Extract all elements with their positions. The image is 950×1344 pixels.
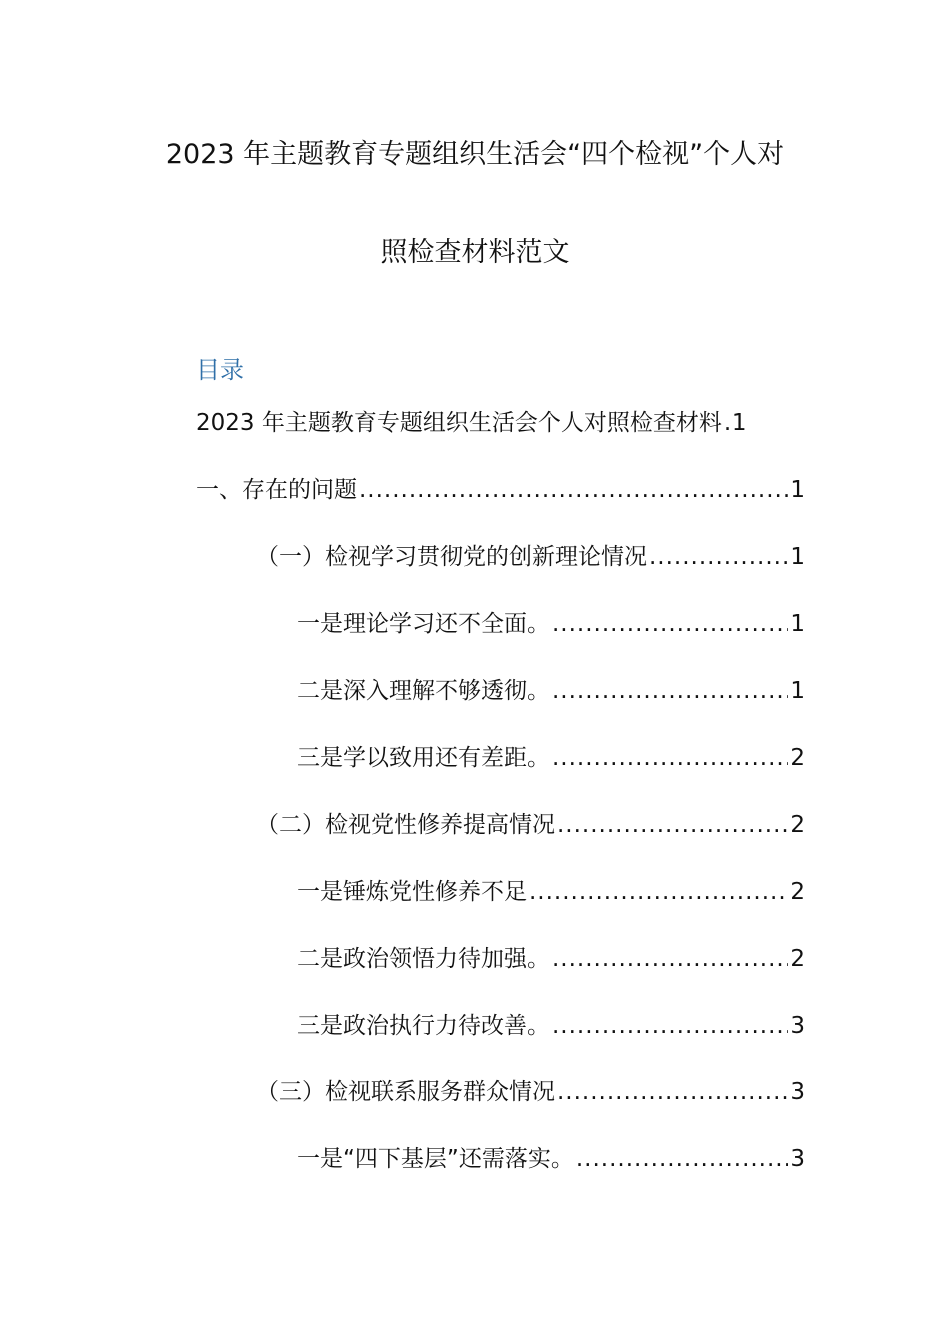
toc-entry-section-1[interactable] [196, 471, 805, 505]
toc-entry-label: （一）检视学习贯彻党的创新理论情况 [256, 544, 647, 570]
toc-leader-dots [557, 1079, 788, 1105]
toc-entry-page: 3 [790, 1013, 805, 1039]
document-title-line-1: 2023 年主题教育专题组织生活会“四个检视”个人对 [165, 139, 785, 170]
toc-entry-label: 2023 年主题教育专题组织生活会个人对照检查材料 [196, 410, 722, 436]
toc-leader-dots [552, 678, 788, 704]
toc-entry-label: 一是锤炼党性修养不足 [297, 879, 527, 905]
toc-entry-page: 1 [731, 410, 747, 436]
toc-leader-dots [649, 544, 788, 570]
toc-entry-label: 二是政治领悟力待加强。 [297, 946, 550, 972]
toc-entry-label: 一、存在的问题 [196, 477, 357, 503]
toc-leader-dots [724, 410, 730, 436]
toc-entry-main-title[interactable] [196, 404, 805, 438]
toc-entry-label: 三是学以致用还有差距。 [297, 745, 550, 771]
toc-leader-dots [529, 879, 788, 905]
toc-entry-item[interactable] [297, 1007, 805, 1041]
document-title-line-2: 照检查材料范文 [380, 237, 570, 268]
toc-entry-page: 1 [790, 611, 805, 637]
toc-entry-label: （三）检视联系服务群众情况 [256, 1079, 555, 1105]
toc-entry-page: 1 [790, 544, 805, 570]
toc-leader-dots [552, 611, 788, 637]
toc-entry-item[interactable] [297, 1140, 805, 1174]
toc-entry-page: 1 [790, 477, 805, 503]
toc-entry-page: 1 [790, 678, 805, 704]
toc-entry-page: 3 [790, 1079, 805, 1105]
toc-entry-label: 一是“四下基层”还需落实。 [297, 1146, 574, 1172]
toc-leader-dots [552, 1013, 788, 1039]
toc-entry-subsection-3[interactable] [256, 1073, 805, 1107]
toc-heading: 目录 [196, 356, 244, 384]
toc-leader-dots [552, 946, 788, 972]
toc-entry-item[interactable] [297, 940, 805, 974]
toc-entry-item[interactable] [297, 672, 805, 706]
toc-entry-subsection-1[interactable] [256, 538, 805, 572]
toc-leader-dots [557, 812, 788, 838]
toc-entry-page: 2 [790, 946, 805, 972]
toc-leader-dots [552, 745, 788, 771]
toc-leader-dots [576, 1146, 789, 1172]
toc-entry-label: （二）检视党性修养提高情况 [256, 812, 555, 838]
toc-entry-subsection-2[interactable] [256, 806, 805, 840]
toc-entry-item[interactable] [297, 739, 805, 773]
toc-entry-item[interactable] [297, 605, 805, 639]
toc-entry-page: 2 [790, 745, 805, 771]
toc-entry-page: 3 [790, 1146, 805, 1172]
toc-entry-label: 一是理论学习还不全面。 [297, 611, 550, 637]
toc-entry-page: 2 [790, 812, 805, 838]
toc-entry-label: 二是深入理解不够透彻。 [297, 678, 550, 704]
toc-entry-item[interactable] [297, 873, 805, 907]
toc-leader-dots [359, 477, 788, 503]
toc-entry-page: 2 [790, 879, 805, 905]
toc-entry-label: 三是政治执行力待改善。 [297, 1013, 550, 1039]
